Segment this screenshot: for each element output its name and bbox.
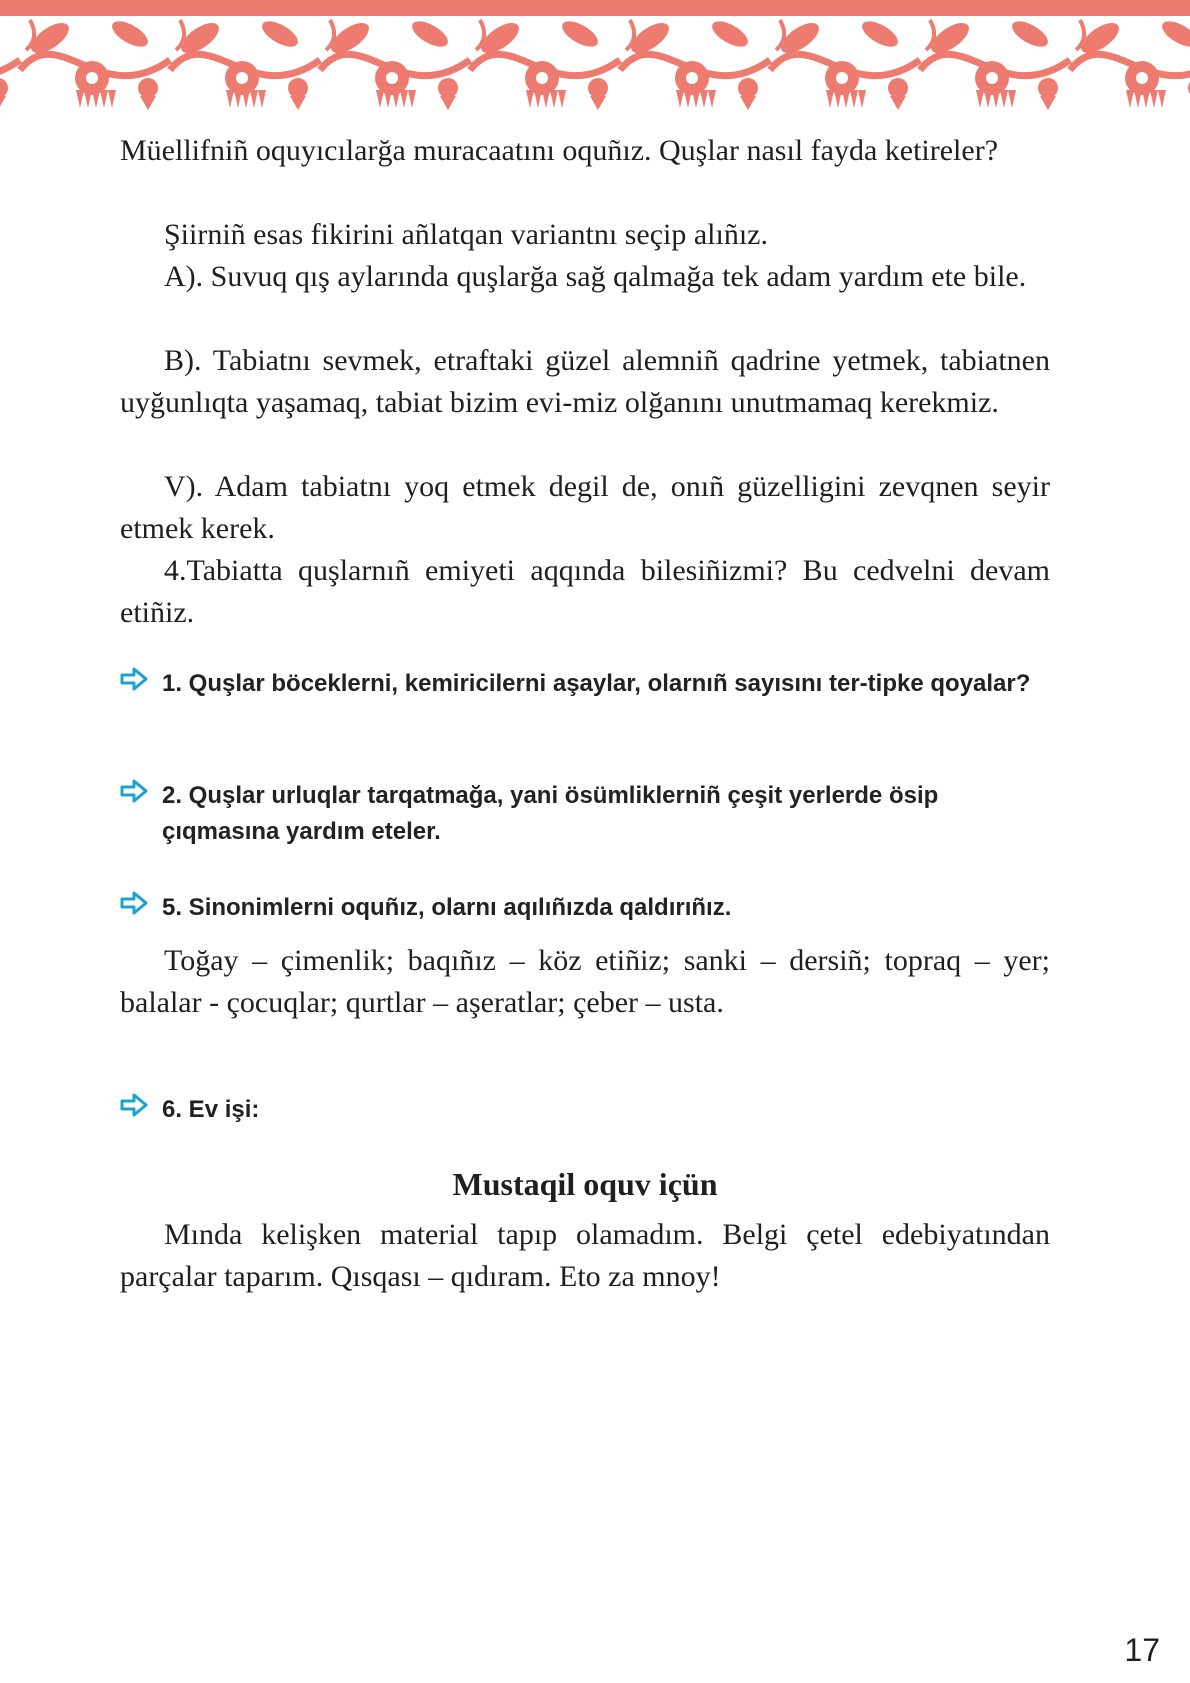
task-item-1 xyxy=(120,666,1050,702)
task-text: 2. Quşlar urluqlar tarqatmağa, yani ösümliklerniñ çeşit yerlerde ösip çıqmasına yardım eteler. xyxy=(162,782,939,845)
option-a-paragraph: A). Suvuq qış aylarında quşlarğa sağ qalmağa tek adam yardım ete bile. xyxy=(164,260,1027,293)
page-number: 17 xyxy=(1124,1632,1160,1668)
option-v-paragraph: V). Adam tabiatnı yoq etmek degil de, onıñ güzelligini zevqnen seyir etmek kerek. xyxy=(120,470,1050,545)
arrow-right-icon xyxy=(120,779,148,803)
floral-border-ornament xyxy=(0,0,1190,112)
section-title: Mustaqil oquv içün xyxy=(452,1166,718,1202)
arrow-right-icon xyxy=(120,667,148,691)
task-4-paragraph: 4.Tabiatta quşlarnıñ emiyeti aqqında bilesiñizmi? Bu cedvelni devam etiñiz. xyxy=(120,554,1050,629)
synonyms-paragraph: Toğay – çimenlik; baqıñız – köz etiñiz; sanki – dersiñ; topraq – yer; balalar - çocuqlar; qurtlar – aşeratlar; çeber – usta. xyxy=(120,944,1050,1019)
task-item-5 xyxy=(120,890,1050,926)
task-text: 1. Quşlar böceklerni, kemiricilerni aşaylar, olarnıñ sayısını ter-tipke qoyalar? xyxy=(162,670,1031,697)
task-text: 6. Ev işi: xyxy=(162,1096,260,1123)
task-item-6 xyxy=(120,1092,1050,1128)
question-paragraph: Müellifniñ oquyıcılarğa muracaatını oquñız. Quşlar nasıl fayda ketireler? xyxy=(120,134,999,167)
task-text: 5. Sinonimlerni oquñız, olarnı aqılıñızda qaldırıñız. xyxy=(162,894,732,921)
option-b-paragraph: B). Tabiatnı sevmek, etraftaki güzel alemniñ qadrine yetmek, tabiatnen uyğunlıqta yaşamaq, tabiat bizim evi-miz olğanını unutmamaq kerekmiz. xyxy=(120,344,1050,419)
instruction-paragraph: Şiirniñ esas fikirini añlatqan variantnı seçip alıñız. xyxy=(164,218,768,251)
final-paragraph: Mında kelişken material tapıp olamadım. Belgi çetel edebiyatından parçalar taparım. Qısqası – qıdıram. Eto za mnoy! xyxy=(120,1218,1050,1293)
arrow-right-icon xyxy=(120,1093,148,1117)
task-item-2 xyxy=(120,778,1050,850)
arrow-right-icon xyxy=(120,891,148,915)
